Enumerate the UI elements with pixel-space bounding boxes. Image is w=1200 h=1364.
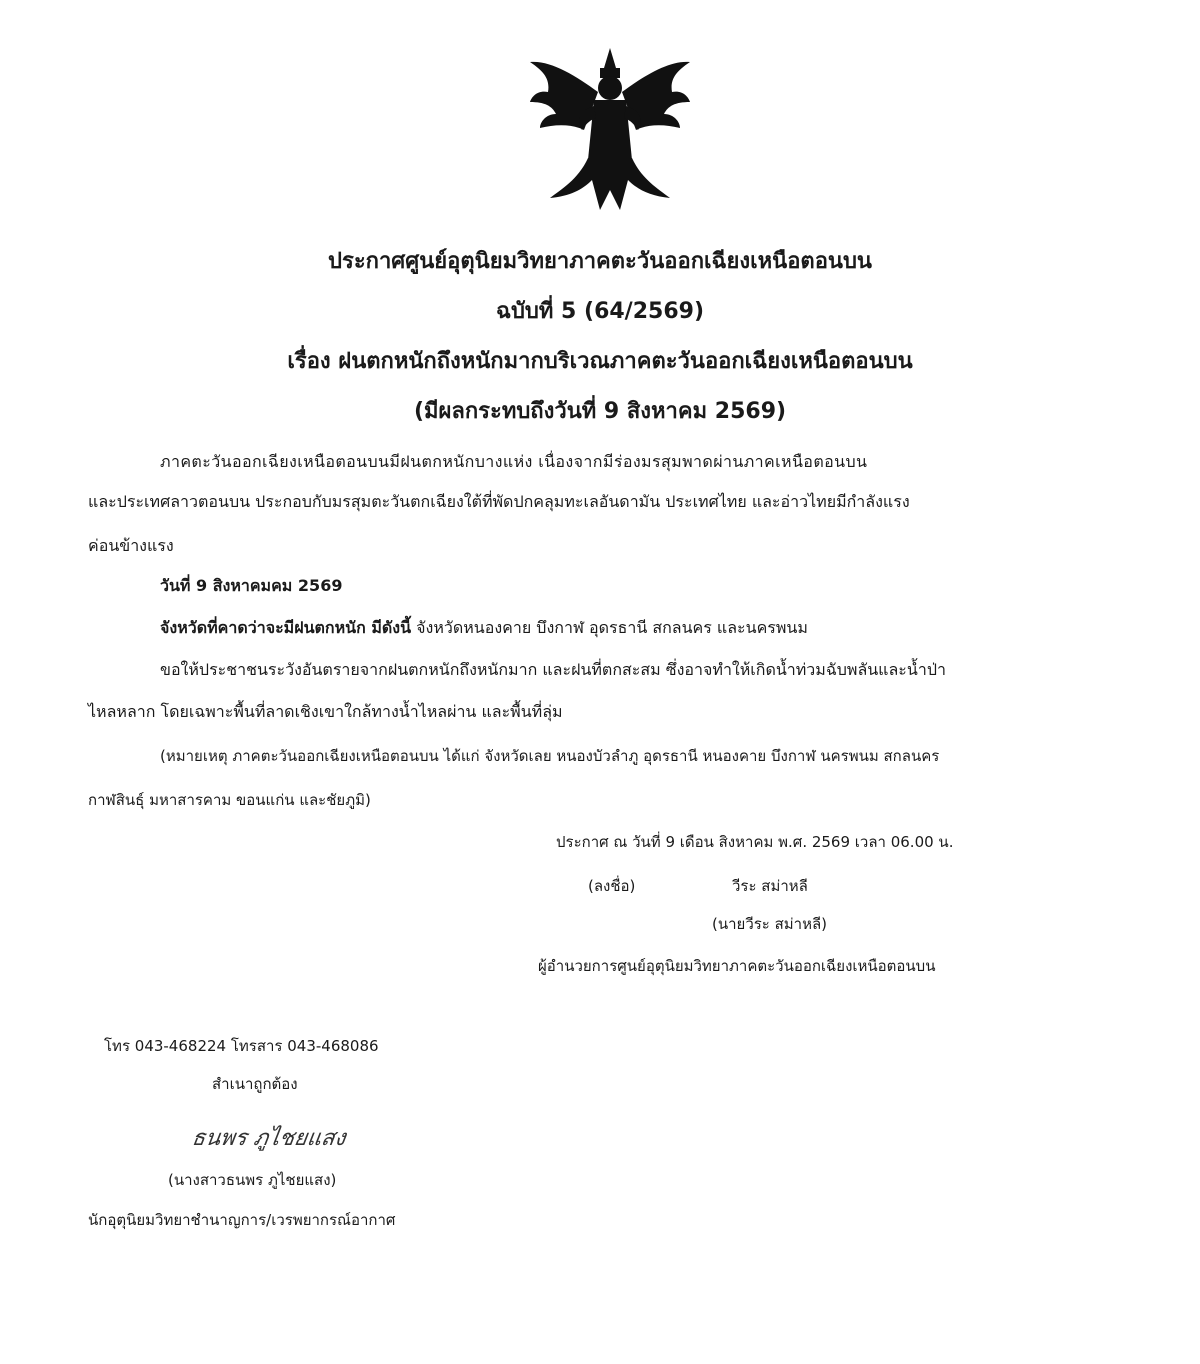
warning-line2: ไหลหลาก โดยเฉพาะพื้นที่ลาดเชิงเขาใกล้ทางน้ำไหลผ่าน และพื้นที่ลุ่ม	[88, 702, 563, 721]
signer-position: ผู้อำนวยการศูนย์อุตุนิยมวิทยาภาคตะวันออกเฉียงเหนือตอนบน	[538, 957, 936, 975]
contact-line: โทร 043-468224 โทรสาร 043-468086	[104, 1037, 379, 1055]
note-line2: กาฬสินธุ์ มหาสารคาม ขอนแก่น และชัยภูมิ)	[88, 791, 371, 809]
certified-copy-label: สำเนาถูกต้อง	[212, 1075, 298, 1093]
announcement-datetime: ประกาศ ณ วันที่ 9 เดือน สิงหาคม พ.ศ. 2569 เวลา 06.00 น.	[556, 833, 954, 851]
issue-number: ฉบับที่ 5 (64/2569)	[495, 299, 705, 324]
handwritten-signature: ธนพร ภูไชยแสง	[190, 1126, 348, 1151]
copy-signer-position: นักอุตุนิยมวิทยาชำนาญการ/เวรพยากรณ์อากาศ	[88, 1211, 396, 1229]
signer-full-name: (นายวีระ สม่าหลี)	[712, 915, 828, 933]
warning-line1: ขอให้ประชาชนระวังอันตรายจากฝนตกหนักถึงหนักมาก และฝนที่ตกสะสม ซึ่งอาจทำให้เกิดน้ำท่วมฉับพลันและน้ำป่า	[160, 660, 946, 679]
announcement-title: ประกาศศูนย์อุตุนิยมวิทยาภาคตะวันออกเฉียงเหนือตอนบน	[328, 249, 872, 274]
provinces-label: จังหวัดที่คาดว่าจะมีฝนตกหนัก มีดังนี้	[160, 618, 412, 637]
provinces-line	[160, 618, 808, 638]
body-para1-line3: ค่อนข้างแรง	[88, 536, 174, 555]
provinces-list: จังหวัดหนองคาย บึงกาฬ อุดรธานี สกลนคร และนครพนม	[416, 618, 808, 637]
effective-date: (มีผลกระทบถึงวันที่ 9 สิงหาคม 2569)	[413, 399, 787, 424]
garuda-emblem-icon	[520, 40, 700, 218]
body-para1-line2: และประเทศลาวตอนบน ประกอบกับมรสุมตะวันตกเฉียงใต้ที่พัดปกคลุมทะเลอันดามัน ประเทศไทย และอ่าวไทยมีกำลังแรง	[88, 492, 910, 511]
forecast-date: วันที่ 9 สิงหาคมคม 2569	[160, 576, 343, 595]
subject-line: เรื่อง ฝนตกหนักถึงหนักมากบริเวณภาคตะวันออกเฉียงเหนือตอนบน	[287, 349, 913, 374]
signed-name: วีระ สม่าหลี	[732, 877, 808, 895]
signed-label: (ลงชื่อ)	[588, 877, 636, 895]
note-line1: (หมายเหตุ ภาคตะวันออกเฉียงเหนือตอนบน ได้แก่ จังหวัดเลย หนองบัวลำภู อุดรธานี หนองคาย บึงกาฬ นครพนม สกลนคร	[160, 747, 940, 765]
copy-signer-name: (นางสาวธนพร ภูไชยแสง)	[168, 1171, 337, 1189]
body-para1-line1: ภาคตะวันออกเฉียงเหนือตอนบนมีฝนตกหนักบางแห่ง เนื่องจากมีร่องมรสุมพาดผ่านภาคเหนือตอนบน	[160, 452, 868, 471]
